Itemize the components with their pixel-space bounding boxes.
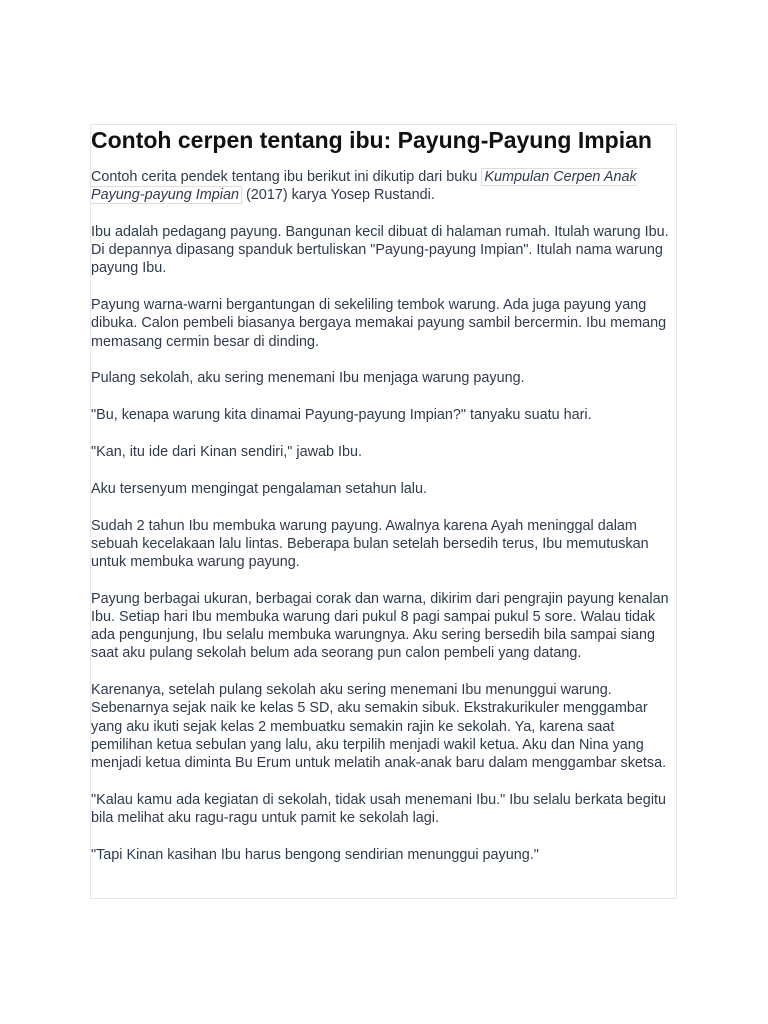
story-paragraph: "Bu, kenapa warung kita dinamai Payung-payung Impian?" tanyaku suatu hari. <box>91 407 592 424</box>
story-paragraph: Pulang sekolah, aku sering menemani Ibu menjaga warung payung. <box>91 370 525 387</box>
story-paragraph: "Kan, itu ide dari Kinan sendiri," jawab Ibu. <box>91 444 363 460</box>
intro-text-before: Contoh cerita pendek tentang ibu berikut ini dikutip dari buku <box>91 169 482 185</box>
intro-paragraph <box>91 168 677 204</box>
story-paragraph: "Tapi Kinan kasihan Ibu harus bengong sendirian menunggui payung." <box>91 846 539 863</box>
article-card <box>90 124 677 899</box>
book-title-link[interactable]: Kumpulan Cerpen Anak Payung-payung Impian <box>91 169 637 204</box>
story-paragraph: "Kalau kamu ada kegiatan di sekolah, tidak usah menemani Ibu." Ibu selalu berkata begitu bila melihat aku ragu-ragu untuk pamit ke sekolah lagi. <box>91 791 667 827</box>
story-paragraph: Aku tersenyum mengingat pengalaman setahun lalu. <box>91 480 427 497</box>
article-title: Contoh cerpen tentang ibu: Payung-Payung Impian <box>91 127 652 153</box>
story-paragraph: Payung warna-warni bergantungan di sekeliling tembok warung. Ada juga payung yang dibuka. Calon pembeli biasanya bergaya memakai payung sambil bercermin. Ibu memang memasang cermin besar di dinding. <box>91 297 667 350</box>
story-paragraph: Ibu adalah pedagang payung. Bangunan kecil dibuat di halaman rumah. Itulah warung Ibu. Di depannya dipasang spanduk bertuliskan "Payung-payung Impian". Itulah nama warung payung Ibu. <box>91 224 669 277</box>
intro-text-after: (2017) karya Yosep Rustandi. <box>242 187 435 204</box>
article-body <box>91 168 677 883</box>
story-paragraph: Payung berbagai ukuran, berbagai corak dan warna, dikirim dari pengrajin payung kenalan Ibu. Setiap hari Ibu membuka warung dari pukul 8 pagi sampai pukul 5 sore. Walau tidak ada pengunjung, Ibu selalu membuka warungnya. Aku sering bersedih bila sampai siang saat aku pulang sekolah belum ada seorang pun calon pembeli yang datang. <box>91 590 669 662</box>
story-paragraph: Sudah 2 tahun Ibu membuka warung payung. Awalnya karena Ayah meninggal dalam sebuah kecelakaan lalu lintas. Beberapa bulan setelah bersedih terus, Ibu memutuskan untuk membuka warung payung. <box>91 517 649 570</box>
story-paragraph: Karenanya, setelah pulang sekolah aku sering menemani Ibu menunggui warung. Sebenarnya sejak naik ke kelas 5 SD, aku semakin sibuk. Ekstrakurikuler menggambar yang aku ikuti sejak kelas 2 membuatku semakin rajin ke sekolah. Ya, karena saat pemilihan ketua sebulan yang lalu, aku terpilih menjadi wakil ketua. Aku dan Nina yang menjadi ketua diminta Bu Erum untuk melatih anak-anak baru dalam menggambar sketsa. <box>91 682 667 772</box>
